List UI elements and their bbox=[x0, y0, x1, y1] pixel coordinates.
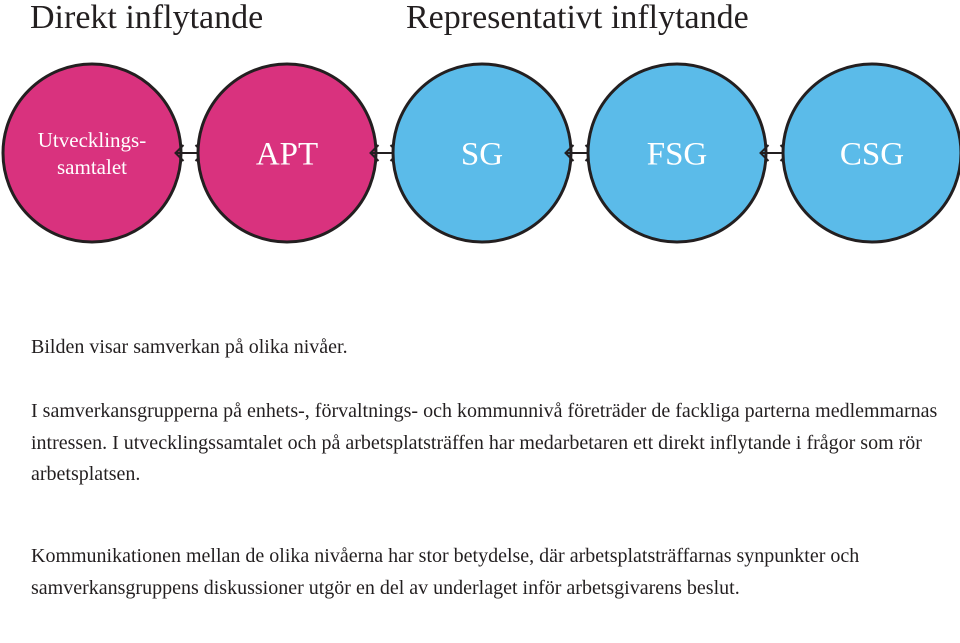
node-utvecklingssamtalet bbox=[3, 64, 181, 242]
node-label bbox=[647, 137, 708, 173]
representative-influence-heading: Representativt inflytande bbox=[406, 0, 749, 36]
node-apt bbox=[198, 64, 376, 242]
influence-levels-diagram bbox=[0, 40, 960, 280]
node-label bbox=[840, 137, 904, 173]
node-label bbox=[256, 137, 318, 173]
node-label-line: SG bbox=[460, 136, 504, 173]
node-label-line: FSG bbox=[646, 136, 708, 173]
paragraph-cooperation-groups: I samverkansgrupperna på enhets-, förvaltnings- och kommunnivå företräder de fackliga parterna medlemmarnas intressen. I utvecklingssamtalet och på arbetsplatsträffen har medarbetaren ett direkt inflytande i frågor som rör arbetsplatsen. bbox=[31, 400, 938, 485]
node-csg bbox=[783, 64, 960, 242]
node-label-line: samtalet bbox=[57, 154, 127, 179]
node-fsg bbox=[588, 64, 766, 242]
node-label-line: APT bbox=[255, 136, 319, 173]
diagram-caption: Bilden visar samverkan på olika nivåer. bbox=[31, 336, 348, 358]
node-label-line: Utvecklings- bbox=[37, 127, 147, 152]
node-circle bbox=[3, 64, 181, 242]
node-label-line: CSG bbox=[839, 136, 905, 173]
node-label bbox=[461, 137, 503, 173]
node-sg bbox=[393, 64, 571, 242]
paragraph-communication: Kommunikationen mellan de olika nivåerna har stor betydelse, där arbetsplatsträffarnas synpunkter och samverkansgruppens diskussioner utgör en del av underlaget inför arbetsgivarens beslut. bbox=[31, 545, 860, 599]
direct-influence-heading: Direkt inflytande bbox=[30, 0, 264, 36]
